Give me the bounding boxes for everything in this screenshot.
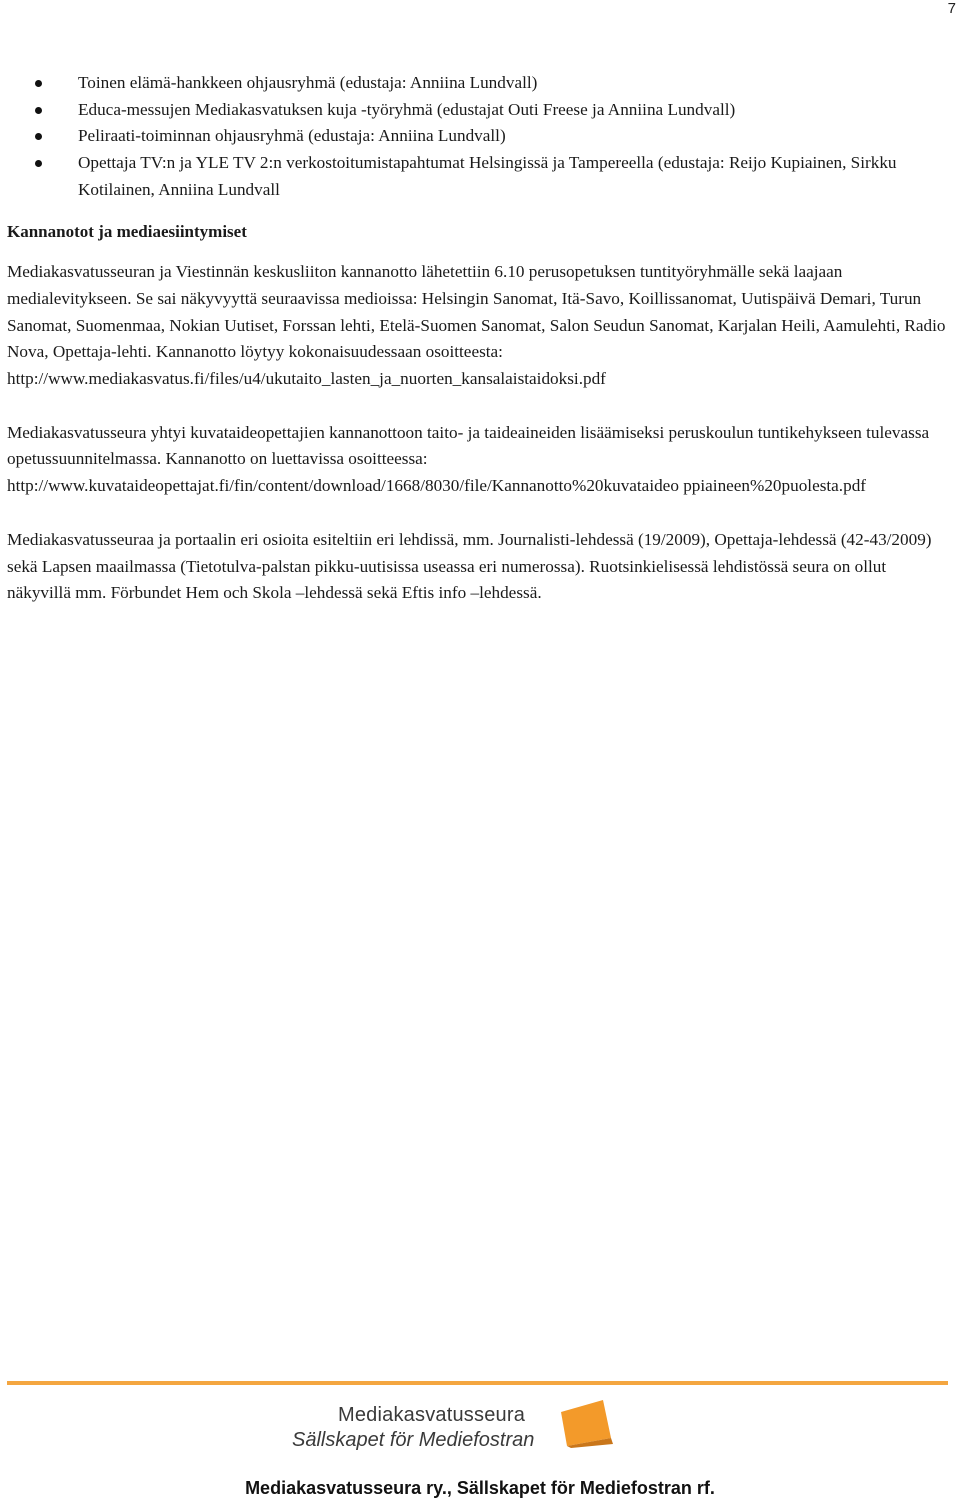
bullet-icon	[35, 80, 42, 87]
section-heading: Kannanotot ja mediaesiintymiset	[7, 221, 247, 241]
footer-organization: Mediakasvatusseura ry., Sällskapet för Mediefostran rf.	[245, 1478, 715, 1498]
logo-subtitle: Sällskapet för Mediefostran	[292, 1429, 535, 1451]
logo-title: Mediakasvatusseura	[338, 1404, 526, 1426]
bullet-icon	[35, 160, 42, 167]
list-item: Toinen elämä-hankkeen ohjausryhmä (edustaja: Anniina Lundvall)	[7, 70, 952, 97]
paragraph-art-education: Mediakasvatusseura yhtyi kuvataideopettajien kannanottoon taito- ja taideaineiden lisäämiseksi peruskoulun tuntikehykseen tulevassa opetussuunnitelmassa. Kannanotto on luettavissa osoitteessa: http://www.kuvataideopettajat.fi/fin/content/download/1668/8030/file/Kannanotto%20kuvataideo ppiaineen%20puolesta.pdf	[7, 422, 930, 496]
document-body	[7, 70, 952, 607]
paragraph-press: Mediakasvatusseuraa ja portaalin eri osioita esiteltiin eri lehdissä, mm. Journalisti-lehdessä (19/2009), Opettaja-lehdessä (42-43/2009) sekä Lapsen maailmassa (Tietotulva-palstan pikku-uutisissa useassa eri numerossa). Ruotsinkielisessä lehdistössä seura on ollut näkyvillä mm. Förbundet Hem och Skola –lehdessä sekä Eftis info –lehdessä.	[7, 529, 932, 603]
representation-list	[7, 70, 952, 204]
logo-mark-icon	[557, 1398, 615, 1448]
list-item: Educa-messujen Mediakasvatuksen kuja -työryhmä (edustajat Outi Freese ja Anniina Lundvall)	[7, 97, 952, 124]
bullet-icon	[35, 133, 42, 140]
bullet-icon	[35, 107, 42, 114]
page-number: 7	[947, 0, 956, 17]
logo	[290, 1398, 620, 1460]
list-item: Opettaja TV:n ja YLE TV 2:n verkostoitumistapahtumat Helsingissä ja Tampereella (edustaja: Reijo Kupiainen, Sirkku Kotilainen, Anniina Lundvall	[7, 150, 952, 203]
list-item: Peliraati-toiminnan ohjausryhmä (edustaja: Anniina Lundvall)	[7, 123, 952, 150]
footer-divider	[7, 1381, 948, 1385]
paragraph-statement: Mediakasvatusseuran ja Viestinnän keskusliiton kannanotto lähetettiin 6.10 perusopetuksen tuntityöryhmälle sekä laajaan medialevitykseen. Se sai näkyvyyttä seuraavissa medioissa: Helsingin Sanomat, Itä-Savo, Koillissanomat, Uutispäivä Demari, Turun Sanomat, Suomenmaa, Nokian Uutiset, Forssan lehti, Etelä-Suomen Sanomat, Salon Seudun Sanomat, Karjalan Heili, Aamulehti, Radio Nova, Opettaja-lehti. Kannanotto löytyy kokonaisuudessaan osoitteesta: http://www.mediakasvatus.fi/files/u4/ukutaito_lasten_ja_nuorten_kansalaistaidoksi.pdf	[7, 262, 946, 389]
